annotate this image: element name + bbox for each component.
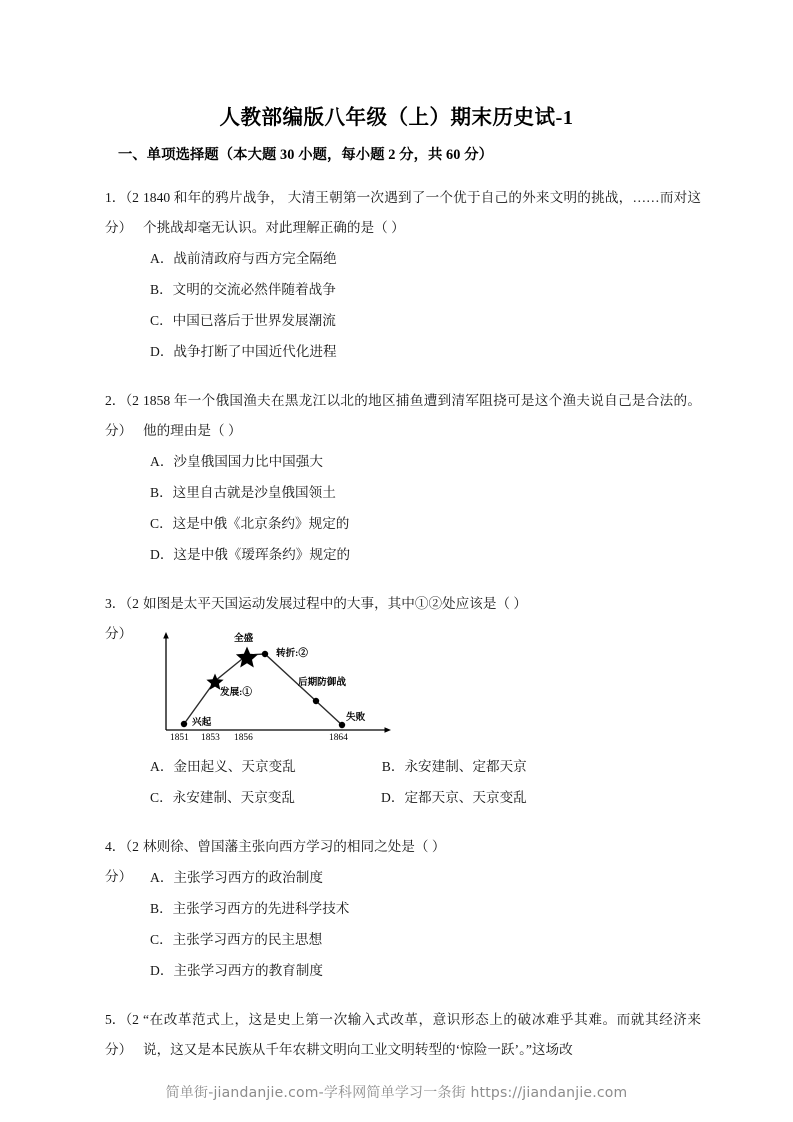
option-text: 金田起义、天京变乱 — [173, 759, 296, 774]
option-d[interactable] — [105, 955, 701, 986]
option-a[interactable] — [105, 446, 701, 477]
option-text: 战争打断了中国近代化进程 — [173, 344, 337, 359]
x-tick-1864: 1864 — [329, 733, 348, 743]
question-5 — [0, 1005, 793, 1065]
option-row — [105, 751, 701, 782]
option-c[interactable] — [105, 782, 295, 813]
chart-annotation-fazhan: 发展:① — [220, 687, 252, 698]
option-b[interactable] — [296, 751, 527, 782]
option-letter: A． — [150, 454, 174, 469]
option-d[interactable] — [295, 782, 527, 813]
question-stem — [105, 386, 701, 446]
option-letter: D． — [381, 790, 405, 805]
option-text: 战前清政府与西方完全隔绝 — [173, 251, 337, 266]
option-text: 定都天京、天京变乱 — [404, 790, 527, 805]
chart-svg — [150, 629, 398, 749]
option-letter: C． — [150, 313, 173, 328]
chart-annotation-houqifangyuzhan: 后期防御战 — [298, 677, 346, 688]
question-1 — [0, 183, 793, 367]
chart-annotation-zhuanzhe: 转折:② — [276, 648, 308, 659]
option-letter: B． — [150, 282, 173, 297]
question-stem — [105, 1005, 701, 1065]
chart-annotation-qixing: 兴起 — [192, 717, 212, 728]
option-text: 这是中俄《瑷珲条约》规定的 — [173, 547, 351, 562]
option-text: 主张学习西方的政治制度 — [173, 870, 323, 885]
option-letter: C． — [150, 932, 173, 947]
x-tick-1856: 1856 — [234, 733, 253, 743]
option-text: 沙皇俄国国力比中国强大 — [173, 454, 323, 469]
option-c[interactable] — [105, 508, 701, 539]
line-chart — [150, 629, 398, 749]
option-letter: C． — [150, 516, 173, 531]
section-header: 一、单项选择题（本大题 30 小题，每小题 2 分，共 60 分） — [118, 147, 494, 163]
option-text: 主张学习西方的先进科学技术 — [172, 901, 350, 916]
x-tick-1853: 1853 — [201, 733, 220, 743]
option-c[interactable] — [105, 924, 701, 955]
chart-annotation-shibai: 失败 — [346, 712, 366, 723]
question-number: 5．（2 分） — [105, 1012, 139, 1057]
option-a[interactable] — [105, 243, 701, 274]
chart-annotation-quansheng: 全盛 — [234, 633, 254, 644]
option-letter: B． — [150, 485, 173, 500]
question-text: 1840 和年的鸦片战争， 大清王朝第一次遇到了一个优于自己的外来文明的挑战，……而对这个挑战却毫无认识。对此理解正确的是（ ） — [143, 190, 701, 235]
question-number: 1．（2 分） — [105, 190, 139, 235]
question-stem — [105, 183, 701, 243]
option-text: 主张学习西方的教育制度 — [173, 963, 323, 978]
option-letter: D． — [150, 963, 174, 978]
option-b[interactable] — [105, 274, 701, 305]
option-text: 永安建制、天京变乱 — [172, 790, 296, 805]
option-text: 这里自古就是沙皇俄国领土 — [172, 485, 336, 500]
taiping-timeline-figure — [105, 619, 701, 751]
option-letter: A． — [150, 759, 174, 774]
option-letter: D． — [150, 547, 174, 562]
option-text: 主张学习西方的民主思想 — [172, 932, 323, 947]
question-text: 如图是太平天国运动发展过程中的大事，其中①②处应该是（ ） — [143, 596, 528, 611]
option-letter: D． — [150, 344, 174, 359]
option-d[interactable] — [105, 336, 701, 367]
option-text: 这是中俄《北京条约》规定的 — [172, 516, 350, 531]
options-two-column — [105, 751, 701, 813]
option-a[interactable] — [105, 862, 701, 893]
option-text: 文明的交流必然伴随着战争 — [172, 282, 336, 297]
footer-watermark: 简单街-jiandanjie.com-学科网简单学习一条街 https://jiandanjie.com — [165, 1085, 628, 1101]
question-text: 林则徐、曾国藩主张向西方学习的相同之处是（ ） — [143, 839, 446, 854]
option-letter: A． — [150, 251, 174, 266]
option-a[interactable] — [105, 751, 296, 782]
x-tick-1851: 1851 — [170, 733, 189, 743]
question-text: 1858 年一个俄国渔夫在黑龙江以北的地区捕鱼遭到清军阻挠可是这个渔夫说自己是合法的。他的理由是（ ） — [143, 393, 701, 438]
question-2 — [0, 386, 793, 570]
option-row — [105, 782, 701, 813]
option-text: 中国已落后于世界发展潮流 — [172, 313, 336, 328]
option-letter: A． — [150, 870, 174, 885]
option-letter: B． — [381, 759, 405, 774]
question-text: “在改革范式上，这是史上第一次输入式改革，意识形态上的破冰难乎其难。而就其经济来说，这又是本民族从千年农耕文明向工业文明转型的‘惊险一跃’。”这场改 — [143, 1012, 701, 1057]
page-title: 人教部编版八年级（上）期末历史试-1 — [219, 107, 574, 129]
option-b[interactable] — [105, 893, 701, 924]
option-c[interactable] — [105, 305, 701, 336]
option-text: 永安建制、定都天京 — [404, 759, 527, 774]
question-number: 4．（2 分） — [105, 839, 139, 884]
option-d[interactable] — [105, 539, 701, 570]
question-number: 3．（2分） — [105, 596, 139, 641]
question-3 — [0, 589, 793, 813]
option-letter: C． — [150, 790, 173, 805]
question-number: 2．（2 分） — [105, 393, 139, 438]
option-letter: B． — [150, 901, 173, 916]
question-4 — [0, 832, 793, 986]
option-b[interactable] — [105, 477, 701, 508]
